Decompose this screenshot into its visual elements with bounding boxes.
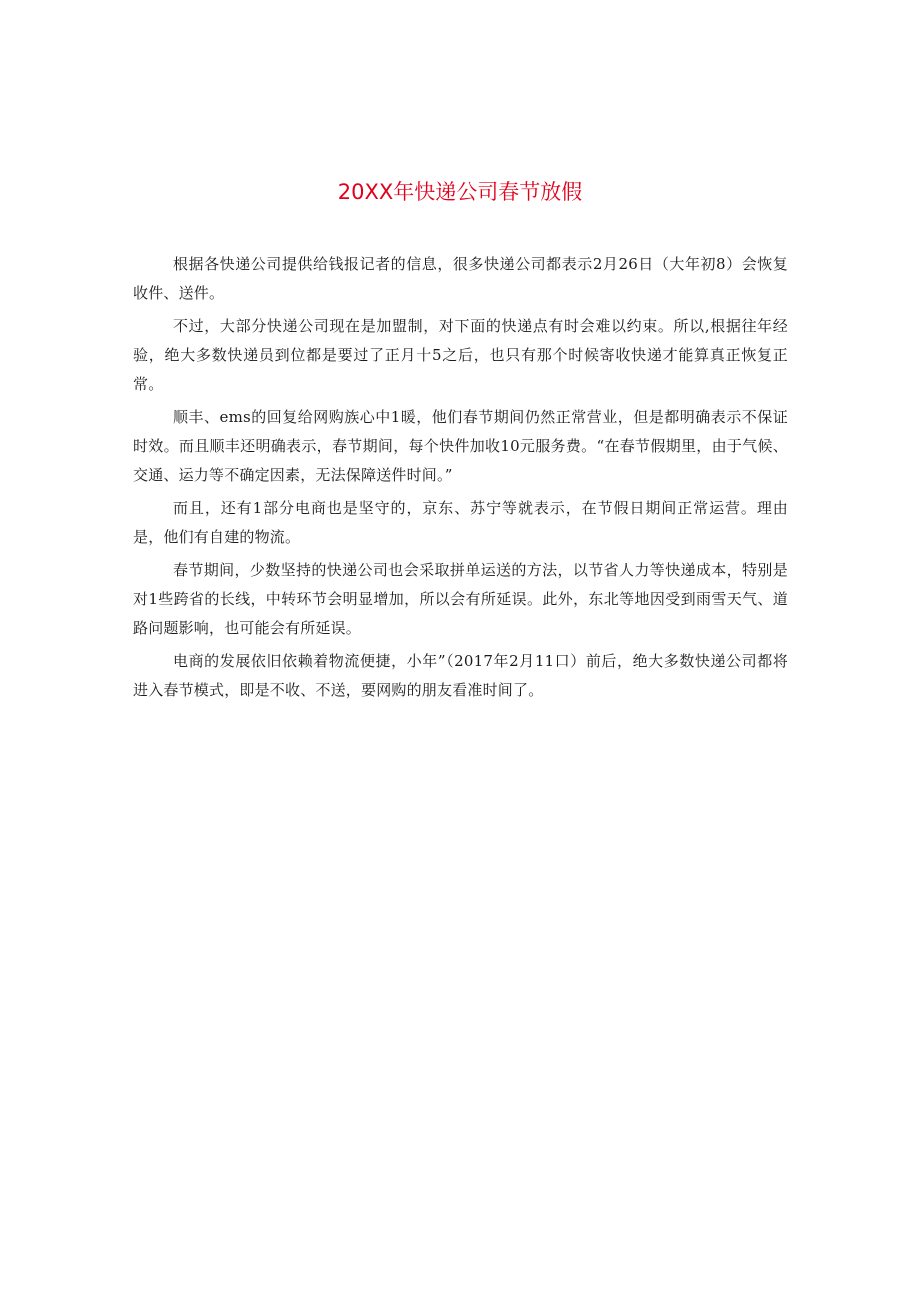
- paragraph-1: 根据各快递公司提供给钱报记者的信息，很多快递公司都表示2月26日（大年初8）会恢复收件、送件。: [133, 255, 788, 302]
- paragraph-5: 春节期间，少数坚持的快递公司也会采取拼单运送的方法，以节省人力等快递成本，特别是对1些跨省的长线，中转环节会明显增加，所以会有所延误。此外，东北等地因受到雨雪天气、道路问题影响，也可能会有所延误。: [133, 561, 788, 637]
- page-title: 20XX年快递公司春节放假: [337, 180, 583, 204]
- paragraph-4: 而且，还有1部分电商也是坚守的，京东、苏宁等就表示，在节假日期间正常运营。理由是，他们有自建的物流。: [133, 499, 788, 546]
- paragraph-2: 不过，大部分快递公司现在是加盟制，对下面的快递点有时会难以约束。所以,根据往年经验，绝大多数快递员到位都是要过了正月十5之后，也只有那个时候寄收快递才能算真正恢复正常。: [133, 317, 788, 393]
- paragraph-6: 电商的发展依旧依赖着物流便捷，小年”（2017年2月11口）前后，绝大多数快递公司都将进入春节模式，即是不收、不送，要网购的朋友看准时间了。: [133, 652, 788, 699]
- paragraph-3: 顺丰、ems的回复给网购族心中1暖，他们春节期间仍然正常营业，但是都明确表示不保证时效。而且顺丰还明确表示，春节期间，每个快件加收10元服务费。“在春节假期里，由于气候、交通、运力等不确定因素，无法保障送件时间。”: [133, 408, 788, 484]
- document-body: [133, 250, 788, 709]
